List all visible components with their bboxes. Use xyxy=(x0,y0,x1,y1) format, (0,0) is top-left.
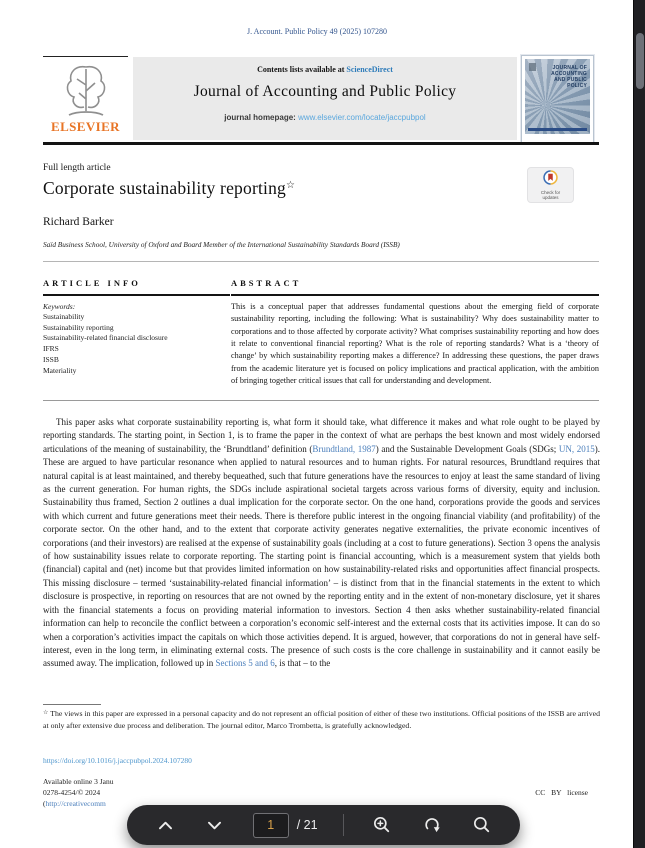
cover-title: JOURNAL OF ACCOUNTING AND PUBLIC POLICY xyxy=(551,65,587,89)
scrollbar-thumb[interactable] xyxy=(636,33,644,89)
doi-link[interactable]: https://doi.org/10.1016/j.jaccpubpol.2024.107280 xyxy=(43,756,192,765)
section-divider-top xyxy=(43,261,599,262)
journal-cover-thumbnail xyxy=(521,55,594,143)
homepage-link[interactable]: www.elsevier.com/locate/jaccpubpol xyxy=(298,113,426,122)
keyword-item: Sustainability reporting xyxy=(43,322,114,332)
crossmark-label: Check for updates xyxy=(540,190,561,200)
creativecommons-link[interactable]: http://creativecomm xyxy=(45,799,106,808)
body-text-segment: This paper asks what corporate sustainability reporting is, what form it should take, what difference it makes and what role ought to be played by reporting standards. The starting point, in Section 1, is to frame the paper in the context of what are perhaps the best known and most widely endorsed articulations of the meaning of sustainability, the ‘Brundtland’ definition ( xyxy=(43,417,600,454)
toolbar-divider xyxy=(343,814,344,836)
footnote-text: ☆ The views in this paper are expressed in a personal capacity and do not represent an official position of either of these two institutions. Official positions of the ISSB are arrived at only after extensive due process and deliberation. The journal editor, Marco Trombetta, is gratefully acknowledged. xyxy=(43,709,600,730)
title-footnote-mark[interactable]: ☆ xyxy=(286,180,296,191)
author-affiliation: Saïd Business School, University of Oxford and Board Member of the International Sustainability Standards Board (ISSB) xyxy=(43,240,400,249)
citation-link-brundtland[interactable]: Brundtland, 1987 xyxy=(312,443,376,454)
sections-link[interactable]: Sections 5 and 6 xyxy=(215,658,275,669)
body-text-segment: ). These are argued to have particular resonance when applied to natural resources and to human rights. For natural resources, Brundtland requires that natural capital is at least maintained, and thereby bequeathed, such that future generations have the resources to enjoy at least the same standard of living as the current generation. For human rights, the SDGs include aspirational societal targets across various forms of diversity, equity and inclusion. Sustainability thus framed, Section 2 outlines a dual implication for the corporate sector. On the one hand, corporations provide the goods and services with which current and future generations meet their needs. There is therefore public interest in the ongoing financial viability (and profitability) of the corporate sector. On the other hand, and to the extent that corporate activity generates negative externalities, the private economic incentives of corporations (and their investors) are realised at the expense of sustainability goals (including at a cost to future generations). Section 3 opens the analysis of how sustainability issues relate to corporate reporting. The starting point is financial accounting, which is a measurement system that yields both (financial) capital and (net) income but that provides limited information on how sustainability-related risks and opportunities affect financial prospects. This missing disclosure – termed ‘sustainability-related financial information’ – is distinct from that in the financial statements in the extent to which disclosure is prospective, in reporting on resources that are not owned by the reporting entity and in the extent of non-monetary disclosure, yet it shares with the financial statements a focus on providing material information to investors. Section 4 then asks whether sustainability-related financial information can help to reconcile the conflict between a corporation’s economic self-interest and the external costs that its activities impose. It can do so when a corporation’s activities impact the capitals on which those activities depend. It is argued, however, that corporations do not in general have self-interest, even in the long term, in eliminating external costs. The presence of such costs is the core challenge in sustainability and it cannot easily be assumed away. The implication, followed up in xyxy=(43,443,601,669)
homepage-prefix: journal homepage: xyxy=(224,113,299,122)
citation-link-un[interactable]: UN, 2015 xyxy=(558,443,595,454)
contents-prefix: Contents lists available at xyxy=(257,65,347,74)
article-title: Corporate sustainability reporting☆ xyxy=(43,178,296,198)
keyword-item: IFRS xyxy=(43,344,59,354)
next-page-button[interactable] xyxy=(203,813,227,837)
elsevier-logo xyxy=(43,56,128,142)
viewer-background-strip xyxy=(633,0,645,848)
cover-bottom-band xyxy=(528,128,587,131)
keyword-item: Sustainability xyxy=(43,312,85,321)
rotate-icon xyxy=(422,815,442,835)
chevron-down-icon xyxy=(205,816,224,835)
body-paragraph xyxy=(43,416,600,671)
article-info-heading: ARTICLE INFO xyxy=(43,278,141,288)
available-online-line: Available online 3 Janu xyxy=(43,777,114,786)
body-text-segment: ) and the Sustainable Development Goals (SDGs; xyxy=(375,443,559,454)
article-type-label: Full length article xyxy=(43,163,111,173)
page-number-input[interactable] xyxy=(253,813,289,838)
journal-reference: J. Account. Public Policy 49 (2025) 107280 xyxy=(247,27,387,36)
journal-cover-art xyxy=(525,59,590,134)
author-name: Richard Barker xyxy=(43,216,114,228)
body-text-segment: , is that – to the xyxy=(274,658,331,669)
elsevier-wordmark: ELSEVIER xyxy=(51,119,120,134)
zoom-in-icon xyxy=(372,815,392,835)
footnote-rule xyxy=(43,704,101,705)
article-info-rule xyxy=(43,294,230,296)
crossmark-icon xyxy=(543,170,558,185)
abstract-text: This is a conceptual paper that addresses fundamental questions about the emerging field of corporate sustainability reporting, including the following: What is sustainability? Why does sustainability matter to corporations and to those affected by corporate activity? What comprises sustainability reporting and how does it relate to conventional financial reporting? What is the role of reporting standards? What is a ‘theory of change’ by which sustainability reporting makes a difference? In addressing these questions, the paper draws from the academic literature yet is focused on policy implications and practical application, with the ambition of bringing together critical issues that call for understanding and development. xyxy=(231,302,599,386)
page-indicator xyxy=(253,813,318,838)
license-url-line: (http://creativecomm xyxy=(43,799,106,808)
masthead-divider xyxy=(43,142,599,145)
sciencedirect-link[interactable]: ScienceDirect xyxy=(346,65,393,74)
search-button[interactable] xyxy=(470,813,494,837)
contents-line xyxy=(133,57,517,74)
chevron-up-icon xyxy=(156,816,175,835)
pdf-toolbar xyxy=(127,805,520,845)
check-for-updates-badge[interactable] xyxy=(527,167,574,203)
keywords-list xyxy=(43,312,229,376)
journal-masthead xyxy=(133,57,517,140)
homepage-line xyxy=(133,113,517,122)
keyword-item: ISSB xyxy=(43,354,59,364)
previous-page-button[interactable] xyxy=(153,813,177,837)
cc-by-license-text: CC BY license xyxy=(535,788,588,797)
abstract-rule xyxy=(231,294,599,296)
keywords-label: Keywords: xyxy=(43,302,76,311)
keyword-item: Materiality xyxy=(43,365,77,375)
keyword-item: Sustainability-related financial disclosure xyxy=(43,333,168,343)
journal-title: Journal of Accounting and Public Policy xyxy=(193,83,457,100)
zoom-in-button[interactable] xyxy=(370,813,394,837)
elsevier-tree-icon xyxy=(61,59,111,121)
footnote-marker: ☆ xyxy=(43,709,49,716)
abstract-heading: ABSTRACT xyxy=(231,278,302,288)
search-icon xyxy=(472,815,492,835)
cover-mini-logo xyxy=(529,63,536,71)
section-divider-bottom xyxy=(43,400,599,401)
issn-copyright-line: 0278-4254/© 2024 xyxy=(43,788,101,797)
page-total-label: / 21 xyxy=(296,818,318,832)
rotate-button[interactable] xyxy=(420,813,444,837)
